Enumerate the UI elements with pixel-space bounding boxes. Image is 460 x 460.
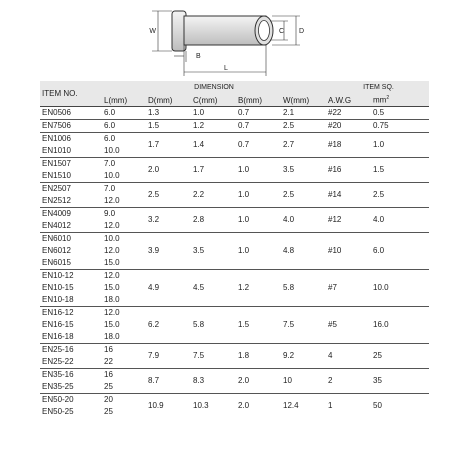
cell-item-no: EN1510	[42, 170, 71, 180]
cell-c: 2.8	[193, 214, 205, 224]
cell-item-no: EN6010	[42, 233, 71, 243]
cell-l: 10.0	[104, 233, 120, 243]
cell-item-no: EN1010	[42, 145, 71, 155]
cell-c: 1.2	[193, 120, 205, 130]
cell-w: 10	[283, 375, 292, 385]
cell-mm2: 1.5	[373, 164, 385, 174]
cell-d: 1.7	[148, 139, 160, 149]
table-row	[40, 269, 429, 282]
header-l: L(mm)	[100, 93, 144, 106]
cell-l: 18.0	[104, 331, 120, 341]
cell-l: 20	[104, 394, 113, 404]
header-mm2: $mm^2$	[369, 93, 429, 106]
cell-w: 2.5	[283, 120, 295, 130]
cell-b: 1.0	[238, 214, 250, 224]
cell-item-no: EN4009	[42, 208, 71, 218]
table-row	[40, 232, 429, 245]
cell-item-no: EN1006	[42, 133, 71, 143]
cell-awg: #12	[328, 214, 342, 224]
header-d: D(mm)	[144, 93, 189, 106]
terminal-barrel	[184, 16, 266, 45]
cell-mm2: 1.0	[373, 139, 385, 149]
cell-mm2: 16.0	[373, 319, 389, 329]
cell-awg: 4	[328, 350, 333, 360]
cell-item-no: EN7506	[42, 120, 71, 130]
cell-d: 3.2	[148, 214, 160, 224]
cell-item-no: EN2512	[42, 195, 71, 205]
cell-l: 6.0	[104, 107, 116, 117]
table-row	[40, 368, 429, 381]
cell-item-no: EN16-15	[42, 319, 74, 329]
cell-item-no: EN10-15	[42, 282, 74, 292]
cell-d: 1.3	[148, 107, 160, 117]
table-row	[40, 157, 429, 170]
dim-label-d: D	[299, 28, 305, 35]
cell-w: 9.2	[283, 350, 295, 360]
cell-awg: #22	[328, 107, 342, 117]
cell-l: 7.0	[104, 183, 116, 193]
cell-b: 1.0	[238, 164, 250, 174]
cell-awg: #18	[328, 139, 342, 149]
cell-d: 2.5	[148, 189, 160, 199]
cell-l: 7.0	[104, 158, 116, 168]
cell-c: 4.5	[193, 282, 205, 292]
cell-c: 10.3	[193, 400, 209, 410]
cell-b: 2.0	[238, 400, 250, 410]
cell-l: 10.0	[104, 145, 120, 155]
cell-awg: #14	[328, 189, 342, 199]
cell-item-no: EN4012	[42, 220, 71, 230]
cell-item-no: EN1507	[42, 158, 71, 168]
cell-mm2: 6.0	[373, 245, 385, 255]
cell-b: 1.5	[238, 319, 250, 329]
cell-l: 9.0	[104, 208, 116, 218]
cell-item-no: EN16-18	[42, 331, 74, 341]
cell-awg: #5	[328, 319, 337, 329]
cell-item-no: EN25-22	[42, 356, 74, 366]
cell-item-no: EN35-25	[42, 381, 74, 391]
cell-awg: 1	[328, 400, 333, 410]
header-awg: A.W.G	[324, 93, 369, 106]
table-row	[40, 306, 429, 319]
cell-mm2: 50	[373, 400, 382, 410]
cell-l: 15.0	[104, 319, 120, 329]
cell-w: 4.0	[283, 214, 295, 224]
cell-c: 1.7	[193, 164, 205, 174]
cell-l: 25	[104, 381, 113, 391]
cell-mm2: 0.75	[373, 120, 389, 130]
cell-item-no: EN25-16	[42, 344, 74, 354]
cell-l: 12.0	[104, 195, 120, 205]
cell-awg: 2	[328, 375, 333, 385]
header-b: B(mm)	[234, 93, 279, 106]
terminal-dimension-diagram	[0, 0, 460, 80]
cell-c: 5.8	[193, 319, 205, 329]
cell-d: 10.9	[148, 400, 164, 410]
cell-l: 6.0	[104, 120, 116, 130]
cell-d: 3.9	[148, 245, 160, 255]
cell-c: 2.2	[193, 189, 205, 199]
cell-item-no: EN16-12	[42, 307, 74, 317]
cell-item-no: EN50-20	[42, 394, 74, 404]
cell-w: 4.8	[283, 245, 295, 255]
cell-b: 1.2	[238, 282, 250, 292]
cell-l: 25	[104, 406, 113, 416]
cell-l: 12.0	[104, 270, 120, 280]
cell-mm2: 35	[373, 375, 382, 385]
cell-c: 8.3	[193, 375, 205, 385]
dim-label-w: W	[149, 28, 156, 35]
cell-l: 15.0	[104, 282, 120, 292]
header-item-sq: ITEM SQ.	[324, 81, 429, 93]
cell-w: 2.5	[283, 189, 295, 199]
cell-b: 2.0	[238, 375, 250, 385]
terminal-barrel-bore	[259, 21, 270, 41]
cell-l: 12.0	[104, 220, 120, 230]
cell-w: 2.1	[283, 107, 295, 117]
cell-d: 4.9	[148, 282, 160, 292]
cell-l: 12.0	[104, 307, 120, 317]
cell-item-no: EN6015	[42, 257, 71, 267]
cell-mm2: 10.0	[373, 282, 389, 292]
cell-mm2: 0.5	[373, 107, 385, 117]
cell-c: 1.0	[193, 107, 205, 117]
cell-c: 1.4	[193, 139, 205, 149]
header-c: C(mm)	[189, 93, 234, 106]
cell-item-no: EN10-12	[42, 270, 74, 280]
dim-label-l: L	[224, 65, 228, 72]
cell-l: 22	[104, 356, 113, 366]
cell-mm2: 2.5	[373, 189, 385, 199]
cell-item-no: EN35-16	[42, 369, 74, 379]
cell-l: 16	[104, 344, 113, 354]
cell-w: 5.8	[283, 282, 295, 292]
cell-d: 6.2	[148, 319, 160, 329]
table-row	[40, 106, 429, 119]
cell-awg: #20	[328, 120, 342, 130]
cell-b: 1.0	[238, 245, 250, 255]
table-row	[40, 207, 429, 220]
header-item-no: ITEM NO.	[40, 81, 100, 106]
terminal-drawing	[172, 11, 273, 51]
header-dimension: DIMENSION	[100, 81, 324, 93]
cell-awg: #10	[328, 245, 342, 255]
cell-c: 7.5	[193, 350, 205, 360]
dim-label-c: C	[279, 28, 285, 35]
cell-l: 12.0	[104, 245, 120, 255]
cell-c: 3.5	[193, 245, 205, 255]
specification-table	[40, 81, 429, 418]
cell-w: 2.7	[283, 139, 295, 149]
cell-l: 6.0	[104, 133, 116, 143]
cell-l: 16	[104, 369, 113, 379]
cell-b: 1.8	[238, 350, 250, 360]
dim-label-b: B	[196, 53, 201, 60]
cell-item-no: EN0506	[42, 107, 71, 117]
header-w: W(mm)	[279, 93, 324, 106]
cell-item-no: EN10-18	[42, 294, 74, 304]
table-row	[40, 343, 429, 356]
table-row	[40, 119, 429, 132]
cell-d: 2.0	[148, 164, 160, 174]
cell-l: 15.0	[104, 257, 120, 267]
cell-b: 0.7	[238, 139, 250, 149]
cell-b: 0.7	[238, 107, 250, 117]
table-row	[40, 132, 429, 145]
cell-mm2: 4.0	[373, 214, 385, 224]
cell-awg: #16	[328, 164, 342, 174]
cell-w: 7.5	[283, 319, 295, 329]
cell-b: 1.0	[238, 189, 250, 199]
cell-w: 3.5	[283, 164, 295, 174]
header-row-top	[40, 81, 429, 93]
cell-b: 0.7	[238, 120, 250, 130]
cell-item-no: EN50-25	[42, 406, 74, 416]
cell-d: 8.7	[148, 375, 160, 385]
cell-l: 18.0	[104, 294, 120, 304]
cell-item-no: EN2507	[42, 183, 71, 193]
cell-l: 10.0	[104, 170, 120, 180]
cell-item-no: EN6012	[42, 245, 71, 255]
table-row	[40, 393, 429, 406]
cell-d: 1.5	[148, 120, 160, 130]
cell-w: 12.4	[283, 400, 299, 410]
cell-mm2: 25	[373, 350, 382, 360]
cell-awg: #7	[328, 282, 337, 292]
table-row	[40, 182, 429, 195]
cell-d: 7.9	[148, 350, 160, 360]
